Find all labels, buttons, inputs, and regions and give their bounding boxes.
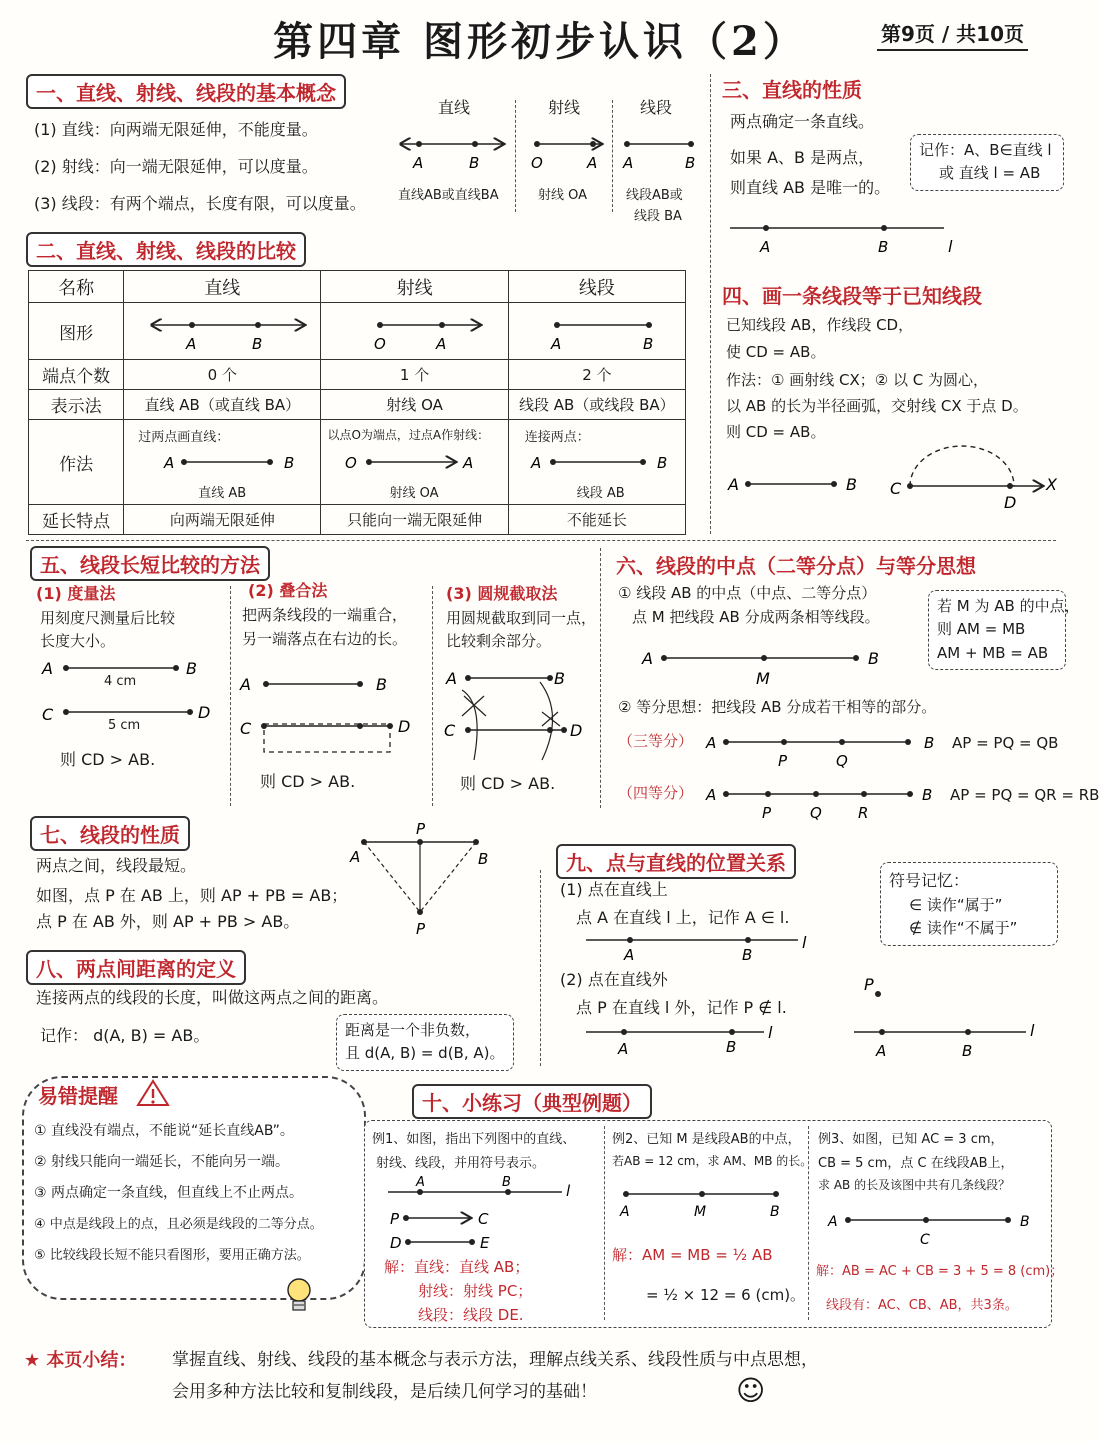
- s1-cap-line: 直线AB或直线BA: [398, 188, 499, 203]
- svg-text:C: C: [920, 1232, 930, 1248]
- ex3-figure: [824, 1206, 1044, 1250]
- svg-text:C: C: [42, 705, 54, 724]
- ex3-question: 例3、如图，已知 AC = 3 cm，: [818, 1132, 1004, 1147]
- svg-text:B: B: [642, 335, 654, 353]
- cell-caption: 线段 AB: [576, 486, 625, 501]
- s5-m2-line: 把两条线段的一端重合，: [242, 606, 408, 624]
- s9-c2-line: (2) 点在直线外: [560, 970, 668, 989]
- table-fig-ray: [330, 303, 500, 359]
- svg-text:B: B: [962, 1042, 973, 1060]
- s3-box-line: 或 直线 l = AB: [939, 164, 1041, 183]
- s8-line: 记作： d(A, B) = AB。: [40, 1026, 210, 1045]
- svg-text:A: A: [416, 1175, 425, 1190]
- ex3-question: 求 AB 的长及该图中共有几条线段？: [818, 1178, 1011, 1192]
- svg-text:A: A: [350, 848, 361, 866]
- s5-m2-title: (2) 叠合法: [248, 581, 328, 600]
- svg-text:A: A: [587, 154, 598, 172]
- svg-text:D: D: [570, 721, 583, 740]
- svg-text:B: B: [186, 659, 197, 678]
- svg-text:A: A: [435, 335, 446, 353]
- s6-tri-tag: （三等分）: [618, 732, 694, 750]
- ex2-figure: [616, 1184, 802, 1224]
- s6-p1-line: 点 M 把线段 AB 分成两条相等线段。: [632, 608, 880, 626]
- summary-label: ★ 本页小结：: [24, 1350, 137, 1371]
- ex3-answer: 线段有：AC、CB、AB，共3条。: [826, 1298, 1018, 1313]
- s8-box-line: 距离是一个非负数，: [345, 1021, 481, 1039]
- svg-text:M: M: [756, 669, 770, 688]
- s8-line: 连接两点的线段的长度，叫做这两点之间的距离。: [36, 988, 389, 1007]
- section-3-title: 三、直线的性质: [722, 78, 862, 102]
- svg-text:A: A: [876, 1042, 887, 1060]
- svg-text:O: O: [373, 335, 386, 353]
- s4-line: 已知线段 AB，作线段 CD，: [726, 316, 914, 334]
- section-7-title: 七、线段的性质: [30, 816, 190, 851]
- summary-line-1: 掌握直线、射线、线段的基本概念与表示方法，理解点线关系、线段性质与中点思想，: [172, 1350, 818, 1370]
- svg-text:M: M: [694, 1204, 707, 1220]
- table-draw-ray: [325, 448, 505, 478]
- s5-m3-title: (3) 圆规截取法: [446, 584, 558, 603]
- svg-text:B: B: [502, 1175, 511, 1190]
- col-header: 直线: [124, 271, 321, 303]
- svg-text:l: l: [566, 1182, 571, 1200]
- s6-quad-tag: （四等分）: [618, 784, 694, 802]
- page-title: 第四章 图形初步认识（2）: [273, 18, 807, 65]
- s8-distance-box: [336, 1014, 514, 1071]
- svg-text:B: B: [469, 154, 480, 172]
- svg-text:B: B: [656, 454, 668, 472]
- ex1-question: 例1、如图，指出下列图中的直线、: [372, 1132, 576, 1147]
- cell: 向两端无限延伸: [124, 505, 321, 535]
- s5-m3-figure: [440, 660, 600, 766]
- page-number: 第9页 / 共10页: [877, 18, 1028, 51]
- mistake-item: ③ 两点确定一条直线，但直线上不止两点。: [34, 1185, 303, 1201]
- s3-notation-box: [910, 134, 1064, 191]
- divider: [230, 586, 231, 806]
- svg-text:l: l: [948, 237, 953, 256]
- s5-m1-line: 长度大小。: [40, 632, 116, 650]
- svg-text:P: P: [390, 1210, 400, 1228]
- s1-figures: [395, 128, 705, 178]
- svg-text:D: D: [1004, 493, 1017, 512]
- svg-text:C: C: [444, 721, 456, 740]
- section-8-title: 八、两点间距离的定义: [26, 950, 246, 985]
- mistake-item: ② 射线只能向一端延长，不能向另一端。: [34, 1154, 289, 1170]
- cell: 1 个: [321, 360, 508, 390]
- s1-item-1: (1) 直线：向两端无限延伸，不能度量。: [34, 120, 318, 139]
- svg-text:B: B: [846, 475, 857, 494]
- table-draw-segment: [513, 448, 683, 478]
- s3-line-1: 两点确定一条直线。: [730, 112, 875, 131]
- divider: [540, 870, 541, 1066]
- svg-text:l: l: [768, 1023, 773, 1042]
- svg-text:C: C: [478, 1210, 489, 1228]
- svg-text:D: D: [390, 1234, 402, 1252]
- svg-text:A: A: [728, 475, 739, 494]
- table-fig-line: [132, 303, 312, 359]
- svg-text:D: D: [398, 717, 411, 736]
- s5-m2-concl: 则 CD > AB.: [260, 772, 356, 791]
- ex1-figure: [384, 1172, 594, 1258]
- cell: 射线 OA: [321, 390, 508, 420]
- table-fig-segment: [517, 303, 677, 359]
- svg-text:l: l: [802, 933, 807, 952]
- col-header: 线段: [508, 271, 685, 303]
- separator: [26, 540, 1056, 541]
- cell: 不能延长: [508, 505, 685, 535]
- s1-fig-label-line: 直线: [438, 98, 471, 117]
- s7-line: 两点之间，线段最短。: [36, 856, 197, 875]
- s3-line-2: 如果 A、B 是两点，: [730, 148, 875, 167]
- cell: 只能向一端无限延伸: [321, 505, 508, 535]
- svg-text:B: B: [685, 154, 696, 172]
- svg-text:B: B: [726, 1038, 737, 1056]
- s9-c2-line: 点 P 在直线 l 外，记作 P ∉ l.: [576, 998, 787, 1017]
- svg-text:B: B: [868, 649, 879, 668]
- table-draw-line: [128, 448, 318, 478]
- row-header: 延长特点: [29, 505, 124, 535]
- ex3-answer: 解：AB = AC + CB = 3 + 5 = 8 (cm)；: [816, 1264, 1064, 1279]
- svg-text:B: B: [922, 786, 933, 804]
- svg-text:A: A: [550, 335, 562, 353]
- mistake-item: ⑤ 比较线段长短不能只看图形，要用正确方法。: [34, 1248, 310, 1263]
- section-2-title: 二、直线、射线、线段的比较: [26, 232, 306, 267]
- s6-quad-figure: [704, 782, 944, 824]
- s9-off-line-figure-1: [584, 1022, 784, 1058]
- svg-text:O: O: [345, 454, 358, 472]
- svg-text:B: B: [742, 946, 753, 964]
- svg-text:B: B: [878, 238, 889, 256]
- s5-m1-title: (1) 度量法: [36, 584, 116, 603]
- section-6-title: 六、线段的中点（二等分点）与等分思想: [616, 554, 976, 578]
- svg-text:P: P: [778, 752, 788, 770]
- s5-m2-figure: [236, 666, 426, 766]
- s6-midpoint-box: [928, 590, 1080, 670]
- ex1-answer: 线段：线段 DE.: [418, 1306, 524, 1324]
- comparison-table: [28, 270, 686, 535]
- svg-text:A: A: [828, 1214, 838, 1230]
- s6-p1-line: ① 线段 AB 的中点（中点、二等分点）: [618, 584, 877, 602]
- svg-text:X: X: [1046, 475, 1057, 494]
- mistake-item: ① 直线没有端点，不能说“延长直线AB”。: [34, 1123, 294, 1139]
- s5-m3-concl: 则 CD > AB.: [460, 774, 556, 793]
- s6-midpoint-figure: [636, 644, 896, 688]
- row-header: 作法: [29, 420, 124, 505]
- cell: 直线 AB（或直线 BA）: [124, 390, 321, 420]
- s1-fig-label-segment: 线段: [640, 98, 673, 117]
- s6-tri-figure: [704, 730, 944, 772]
- s6-p2: ② 等分思想：把线段 AB 分成若干相等的部分。: [618, 698, 937, 716]
- s9-symbol-box: [880, 862, 1058, 946]
- divider: [432, 586, 433, 806]
- s9-c1-line: 点 A 在直线 l 上，记作 A ∈ l.: [576, 908, 790, 927]
- mistake-item: ④ 中点是线段上的点，且必须是线段的二等分点。: [34, 1217, 323, 1232]
- s7-line: 点 P 在 AB 外，则 AP + PB > AB。: [36, 912, 300, 931]
- s4-figure: [724, 440, 1064, 520]
- svg-text:A: A: [42, 659, 53, 678]
- s1-fig-label-ray: 射线: [548, 98, 581, 117]
- s1-item-2: (2) 射线：向一端无限延伸，可以度量。: [34, 157, 318, 176]
- svg-text:B: B: [284, 454, 295, 472]
- cell-caption: 直线 AB: [198, 486, 247, 501]
- svg-text:Q: Q: [836, 752, 848, 770]
- ex1-answer: 解：直线：直线 AB；: [384, 1258, 530, 1276]
- s4-line: 以 AB 的长为半径画弧，交射线 CX 于点 D。: [726, 397, 1028, 415]
- s5-m3-line: 比较剩余部分。: [446, 632, 552, 650]
- s3-figure: [726, 218, 966, 258]
- svg-text:A: A: [624, 946, 635, 964]
- s4-line: 作法：① 画射线 CX；② 以 C 为圆心，: [726, 371, 988, 389]
- svg-text:A: A: [760, 238, 771, 256]
- section-10-title: 十、小练习（典型例题）: [412, 1084, 652, 1119]
- ex2-question: 若AB = 12 cm，求 AM、MB 的长。: [612, 1154, 813, 1168]
- svg-text:B: B: [924, 734, 935, 752]
- divider: [604, 1126, 605, 1320]
- section-1-title: 一、直线、射线、线段的基本概念: [26, 74, 346, 109]
- svg-text:R: R: [858, 804, 869, 822]
- svg-text:O: O: [531, 154, 543, 172]
- svg-text:B: B: [1020, 1214, 1030, 1230]
- s5-m1-concl: 则 CD > AB.: [60, 750, 156, 769]
- summary-line-2: 会用多种方法比较和复制线段，是后续几何学习的基础！: [172, 1382, 597, 1402]
- s9-box-line: 符号记忆：: [889, 871, 970, 890]
- s6-quad-eq: AP = PQ = QR = RB: [950, 786, 1099, 804]
- s6-box-line: 则 AM = MB: [937, 620, 1026, 639]
- svg-text:A: A: [186, 335, 197, 353]
- s1-cap-ray: 射线 OA: [538, 188, 588, 203]
- svg-text:Q: Q: [810, 804, 822, 822]
- svg-text:A: A: [620, 1204, 630, 1220]
- cell-note: 以点O为端点，过点A作射线：: [327, 428, 490, 442]
- ex1-answer: 射线：射线 PC；: [418, 1282, 533, 1300]
- cell-caption: 射线 OA: [389, 486, 439, 501]
- svg-text:P: P: [416, 820, 426, 838]
- ex2-answer-2: = ½ × 12 = 6 (cm)。: [646, 1286, 806, 1304]
- svg-text:A: A: [446, 669, 457, 688]
- cell: 线段 AB（或线段 BA）: [508, 390, 685, 420]
- svg-text:A: A: [706, 734, 717, 752]
- s9-c1-line: (1) 点在直线上: [560, 880, 668, 899]
- svg-text:A: A: [618, 1040, 629, 1058]
- ex1-question: 射线、线段，并用符号表示。: [376, 1156, 546, 1171]
- s4-line: 则 CD = AB。: [726, 423, 826, 441]
- svg-text:A: A: [530, 454, 541, 472]
- section-4-title: 四、画一条线段等于已知线段: [722, 284, 982, 308]
- svg-text:C: C: [890, 479, 902, 498]
- s9-box-line: ∈ 读作“属于”: [909, 896, 1003, 915]
- svg-text:E: E: [480, 1234, 490, 1252]
- warning-icon: [136, 1078, 170, 1108]
- svg-text:A: A: [463, 454, 474, 472]
- cell-note: 过两点画直线：: [138, 430, 230, 445]
- s9-off-line-figure-2: [850, 970, 1050, 1060]
- s6-box-line: 若 M 为 AB 的中点，: [937, 597, 1080, 615]
- section-9-title: 九、点与直线的位置关系: [556, 844, 796, 879]
- s6-tri-eq: AP = PQ = QB: [952, 734, 1059, 752]
- s5-m2-line: 另一端落点在右边的长。: [242, 630, 408, 648]
- svg-text:B: B: [252, 335, 263, 353]
- column-divider: [710, 74, 711, 534]
- svg-text:P: P: [864, 975, 874, 994]
- s7-figure: [346, 818, 496, 942]
- svg-text:A: A: [164, 454, 175, 472]
- s5-m1-len2: 5 cm: [108, 718, 141, 733]
- s1-cap-seg-1: 线段AB或: [626, 188, 683, 203]
- col-header: 射线: [321, 271, 508, 303]
- ex3-question: CB = 5 cm，点 C 在线段AB上，: [818, 1156, 1014, 1171]
- svg-text:B: B: [376, 675, 387, 694]
- svg-text:A: A: [706, 786, 717, 804]
- svg-text:B: B: [770, 1204, 780, 1220]
- cell-note: 连接两点：: [524, 430, 590, 445]
- svg-text:l: l: [1030, 1021, 1035, 1040]
- s7-line: 如图，点 P 在 AB 上，则 AP + PB = AB；: [36, 886, 348, 905]
- s6-box-line: AM + MB = AB: [937, 643, 1049, 662]
- ex2-answer-1: 解：AM = MB = ½ AB: [612, 1246, 773, 1264]
- s9-box-line: ∉ 读作“不属于”: [909, 919, 1018, 938]
- lightbulb-icon: [282, 1274, 316, 1318]
- svg-text:A: A: [413, 154, 424, 172]
- cell: 2 个: [508, 360, 685, 390]
- s5-m3-line: 用圆规截取到同一点，: [446, 609, 597, 627]
- svg-text:D: D: [198, 703, 211, 722]
- col-header: 名称: [29, 271, 124, 303]
- row-header: 端点个数: [29, 360, 124, 390]
- ex2-question: 例2、已知 M 是线段AB的中点，: [612, 1132, 801, 1147]
- svg-text:P: P: [416, 920, 426, 938]
- svg-text:B: B: [554, 669, 565, 688]
- svg-text:A: A: [240, 675, 251, 694]
- cell: 0 个: [124, 360, 321, 390]
- s5-m1-line: 用刻度尺测量后比较: [40, 609, 176, 627]
- s4-line: 使 CD = AB。: [726, 343, 826, 361]
- divider: [600, 548, 601, 808]
- section-5-title: 五、线段长短比较的方法: [30, 546, 270, 581]
- s1-item-3: (3) 线段：有两个端点，长度有限，可以度量。: [34, 194, 366, 213]
- row-header: 表示法: [29, 390, 124, 420]
- s3-line-3: 则直线 AB 是唯一的。: [730, 178, 891, 197]
- svg-text:C: C: [240, 719, 252, 738]
- row-header: 图形: [29, 303, 124, 360]
- s8-box-line: 且 d(A, B) = d(B, A)。: [345, 1044, 505, 1063]
- svg-text:A: A: [623, 154, 634, 172]
- smiley-icon: ☺: [736, 1374, 766, 1407]
- s9-on-line-figure: [584, 930, 824, 966]
- s1-cap-seg-2: 线段 BA: [634, 209, 682, 224]
- svg-text:A: A: [642, 649, 653, 668]
- s3-box-line: 记作：A、B∈直线 l: [919, 141, 1052, 159]
- svg-text:P: P: [762, 804, 772, 822]
- mistakes-title: 易错提醒: [38, 1084, 118, 1108]
- svg-text:B: B: [478, 850, 489, 868]
- s5-m1-len1: 4 cm: [104, 674, 137, 689]
